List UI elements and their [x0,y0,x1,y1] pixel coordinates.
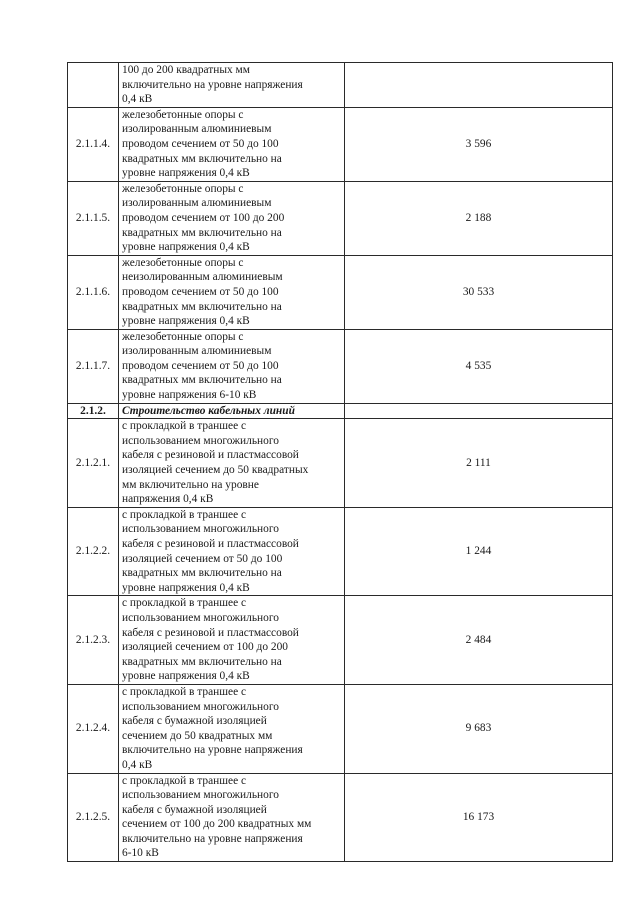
row-number-cell: 2.1.2.1. [68,419,119,508]
row-number-cell [68,63,119,108]
description-cell: с прокладкой в траншее с использованием многожильного кабеля с резиновой и пластмассовой изоляцией сечением от 50 до 100 квадратных мм включительно на уровне напряжения 0,4 кВ [119,507,345,596]
table-row [68,684,613,773]
table-row [68,419,613,508]
row-number-cell: 2.1.1.6. [68,255,119,329]
value-cell [345,403,613,419]
row-number-cell: 2.1.2.2. [68,507,119,596]
table-row [68,329,613,403]
value-cell: 16 173 [345,773,613,862]
row-number-cell: 2.1.2.4. [68,684,119,773]
section-title-cell: Строительство кабельных линий [119,403,345,419]
row-number-cell: 2.1.2.5. [68,773,119,862]
value-cell: 4 535 [345,329,613,403]
description-cell: железобетонные опоры с изолированным алюминиевым проводом сечением от 50 до 100 квадратных мм включительно на уровне напряжения 6-10 кВ [119,329,345,403]
table-row [68,255,613,329]
description-cell: железобетонные опоры с неизолированным алюминиевым проводом сечением от 50 до 100 квадратных мм включительно на уровне напряжения 0,4 кВ [119,255,345,329]
value-cell: 2 484 [345,596,613,685]
table-row [68,107,613,181]
table-row [68,507,613,596]
row-number-cell: 2.1.2.3. [68,596,119,685]
tariff-table [67,62,613,862]
value-cell: 2 188 [345,181,613,255]
description-cell: с прокладкой в траншее с использованием многожильного кабеля с резиновой и пластмассовой изоляцией сечением от 100 до 200 квадратных мм включительно на уровне напряжения 0,4 кВ [119,596,345,685]
description-cell: с прокладкой в траншее с использованием многожильного кабеля с бумажной изоляцией сечением до 50 квадратных мм включительно на уровне напряжения 0,4 кВ [119,684,345,773]
table-row [68,181,613,255]
table-row [68,596,613,685]
row-number-cell: 2.1.1.5. [68,181,119,255]
description-cell: железобетонные опоры с изолированным алюминиевым проводом сечением от 100 до 200 квадратных мм включительно на уровне напряжения 0,4 кВ [119,181,345,255]
value-cell: 9 683 [345,684,613,773]
row-number-cell: 2.1.1.4. [68,107,119,181]
row-number-cell: 2.1.2. [68,403,119,419]
value-cell: 3 596 [345,107,613,181]
value-cell [345,63,613,108]
table-row [68,63,613,108]
description-cell: 100 до 200 квадратных мм включительно на уровне напряжения 0,4 кВ [119,63,345,108]
value-cell: 30 533 [345,255,613,329]
table-row [68,773,613,862]
description-cell: с прокладкой в траншее с использованием многожильного кабеля с резиновой и пластмассовой изоляцией сечением до 50 квадратных мм включительно на уровне напряжения 0,4 кВ [119,419,345,508]
section-row [68,403,613,419]
table-body [68,63,613,862]
description-cell: с прокладкой в траншее с использованием многожильного кабеля с бумажной изоляцией сечением от 100 до 200 квадратных мм включительно на уровне напряжения 6-10 кВ [119,773,345,862]
description-cell: железобетонные опоры с изолированным алюминиевым проводом сечением от 50 до 100 квадратных мм включительно на уровне напряжения 0,4 кВ [119,107,345,181]
value-cell: 1 244 [345,507,613,596]
value-cell: 2 111 [345,419,613,508]
row-number-cell: 2.1.1.7. [68,329,119,403]
